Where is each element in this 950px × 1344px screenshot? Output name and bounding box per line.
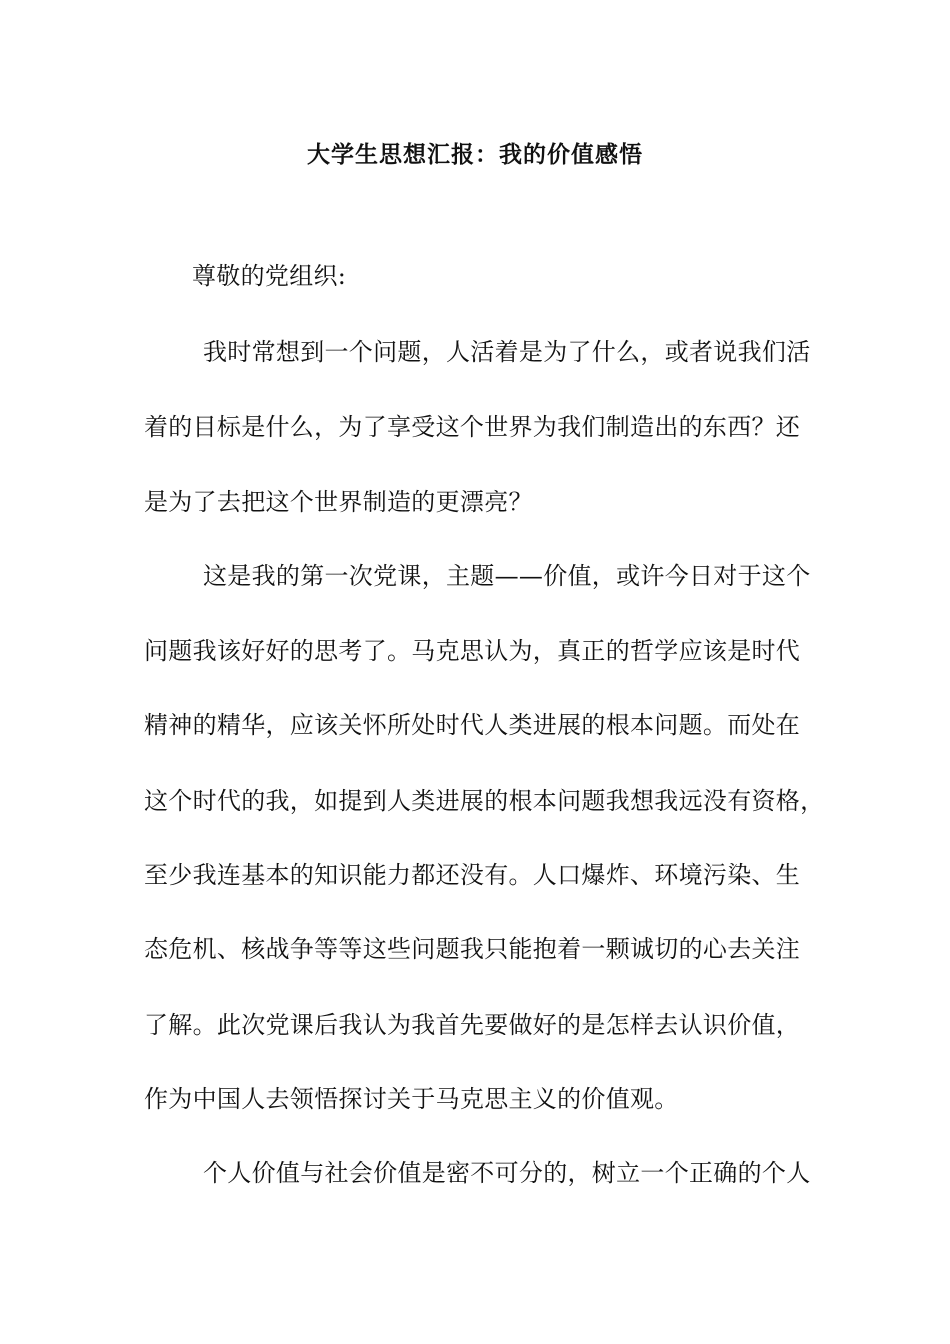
paragraph-line: 态危机、核战争等等这些问题我只能抱着一颗诚切的心去关注 (144, 935, 801, 963)
paragraph-line: 这是我的第一次党课，主题——价值，或许今日对于这个 (203, 562, 811, 590)
paragraph-line: 了解。此次党课后我认为我首先要做好的是怎样去认识价值， (144, 1011, 801, 1039)
document-title: 大学生思想汇报：我的价值感悟 (307, 141, 643, 168)
paragraph-line: 是为了去把这个世界制造的更漂亮？ (144, 488, 533, 516)
paragraph-line: 这个时代的我，如提到人类进展的根本问题我想我远没有资格， (144, 787, 825, 815)
paragraph-line: 精神的精华，应该关怀所处时代人类进展的根本问题。而处在 (144, 711, 801, 739)
paragraph-line: 个人价值与社会价值是密不可分的，树立一个正确的个人 (203, 1159, 811, 1187)
paragraph-line: 我时常想到一个问题，人活着是为了什么，或者说我们活 (203, 338, 811, 366)
paragraph-line: 至少我连基本的知识能力都还没有。人口爆炸、环境污染、生 (144, 861, 801, 889)
paragraph-line: 作为中国人去领悟探讨关于马克思主义的价值观。 (144, 1085, 679, 1113)
paragraph-line: 着的目标是什么，为了享受这个世界为我们制造出的东西？还 (144, 413, 801, 441)
salutation: 尊敬的党组织: (192, 262, 347, 290)
paragraph-line: 问题我该好好的思考了。马克思认为，真正的哲学应该是时代 (144, 637, 801, 665)
